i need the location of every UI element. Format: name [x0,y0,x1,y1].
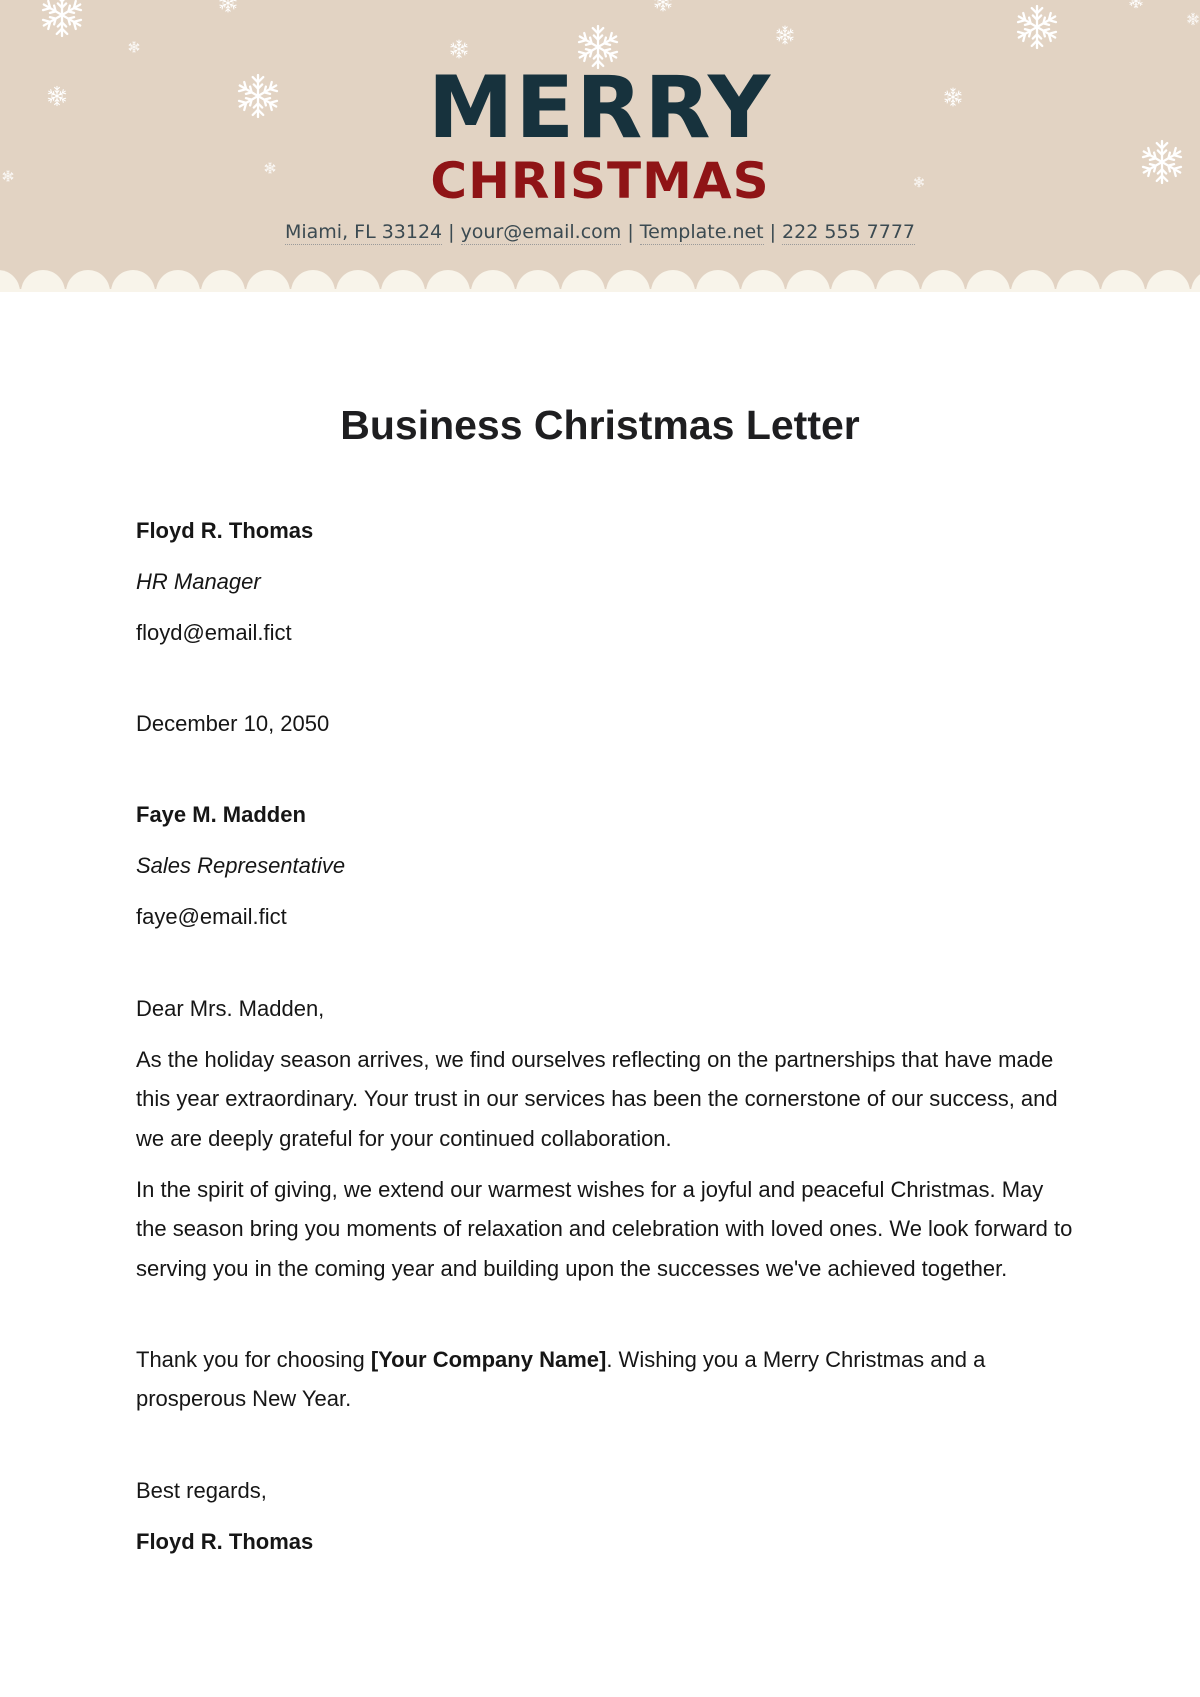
closing: Best regards, [136,1478,267,1503]
snowflake-icon [128,41,139,52]
sender-name: Floyd R. Thomas [136,518,314,543]
signature-name: Floyd R. Thomas [136,1529,314,1554]
header-title-christmas: CHRISTMAS [430,152,770,210]
document-title: Business Christmas Letter [340,402,860,448]
paragraph-text: Thank you for choosing [136,1347,371,1372]
snowflake-icon [41,0,83,36]
separator: | [448,221,455,243]
body-paragraph-1: As the holiday season arrives, we find ourselves reflecting on the partnerships that have made this year extraordinary. Your trust in our services has been the cornerstone of our success, and we are deeply grateful for your continued collaboration. [136,1047,1058,1151]
company-name-placeholder: [Your Company Name] [370,1347,607,1372]
header-banner [0,0,1200,292]
scallop-border [0,269,1200,292]
recipient-name: Faye M. Madden [136,802,306,827]
recipient-email: faye@email.fict [136,904,287,929]
body-paragraph-2: In the spirit of giving, we extend our warmest wishes for a joyful and peaceful Christmas. May the season bring you moments of relaxation and celebration with loved ones. We look forward to serving you in the coming year and building upon the successes we've achieved together. [136,1177,1073,1281]
sender-position: HR Manager [136,569,261,594]
snowflake-icon [1129,0,1143,8]
contact-line [0,219,1200,245]
letter-date: December 10, 2050 [136,711,330,736]
salutation: Dear Mrs. Madden, [136,996,325,1021]
contact-phone[interactable]: 222 555 7777 [782,221,916,243]
snowflake-icon [219,0,237,12]
body-paragraph-3 [136,1340,1076,1419]
contact-location: Miami, FL 33124 [284,221,443,243]
snowflake-icon [450,40,468,58]
snowflake-icon [1187,13,1199,25]
recipient-position: Sales Representative [136,853,346,878]
separator: | [769,221,777,243]
sender-email: floyd@email.fict [136,620,292,645]
snowflake-icon [776,26,794,44]
snowflake-icon [1016,6,1058,48]
separator: | [627,221,634,243]
contact-website-link[interactable]: Template.net [639,221,764,243]
contact-email-link[interactable]: your@email.com [460,221,622,243]
header-title-merry: MERRY [427,58,773,158]
snowflake-icon [654,0,672,11]
paragraph-text: . Wishing you a Merry Christmas and a prosperous New Year. [136,1347,986,1412]
